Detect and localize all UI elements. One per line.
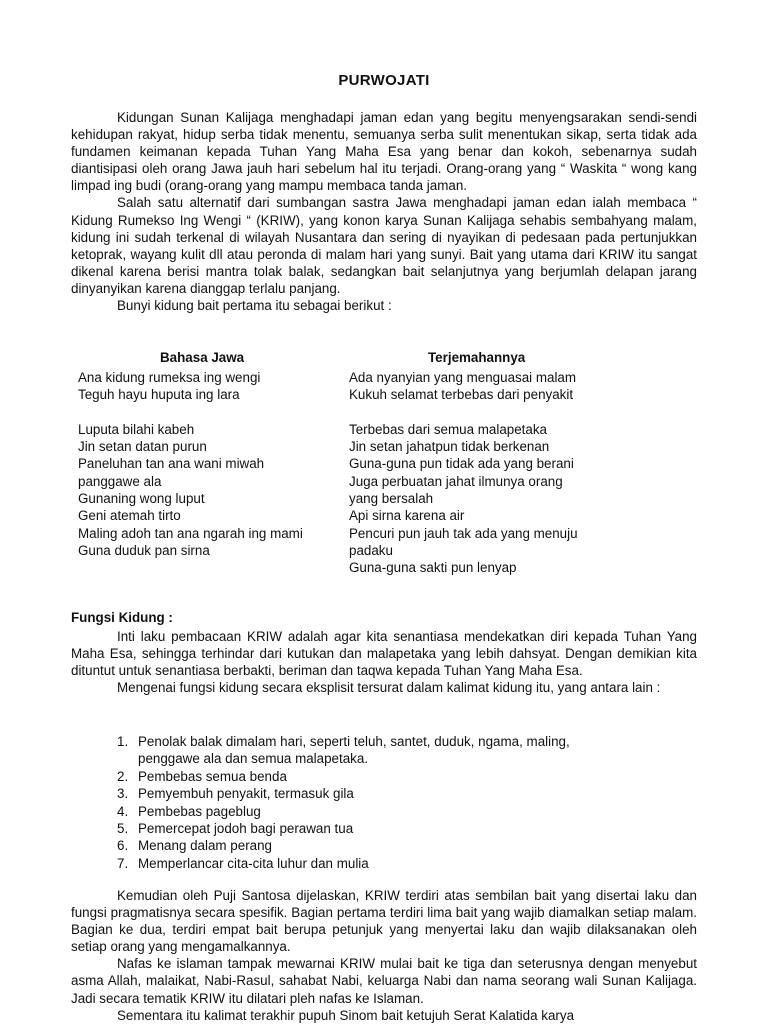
fungsi-list-item: [71, 750, 697, 767]
fungsi-list-text: Memperlancar cita-cita luhur dan mulia: [138, 855, 369, 871]
javanese-line: Guna duduk pan sirna: [78, 542, 210, 558]
closing-paragraph-1: Kemudian oleh Puji Santosa dijelaskan, KRIW terdiri atas sembilan bait yang disertai laku dan fungsi pragmatisnya secara spesifik. Bagian pertama terdiri lima bait yang wajib diamalkan setiap malam. Bagian ke dua, terdiri empat bait berupa petunjuk yang menyertai laku dan wajib dilaksanakan oleh setiap orang yang mengamalkannya.: [71, 888, 697, 955]
fungsi-list-item: [71, 803, 697, 820]
verse-header-javanese: Bahasa Jawa: [160, 350, 245, 365]
fungsi-list-number: 4.: [117, 803, 129, 819]
fungsi-list-number: 5.: [117, 821, 129, 837]
fungsi-paragraph-1: Inti laku pembacaan KRIW adalah agar kita senantiasa mendekatkan diri kepada Tuhan Yang Maha Esa, sehingga terhindar dari kutukan dan malapetaka yang lebih dahsyat. Dengan demikian kita dituntut untuk senantiasa berbakti, beriman dan taqwa kepada Tuhan Yang Maha Esa.: [71, 629, 697, 679]
fungsi-paragraph-2: Mengenai fungsi kidung secara eksplisit tersurat dalam kalimat kidung itu, yang antara lain :: [117, 680, 661, 696]
fungsi-section: [71, 628, 697, 696]
javanese-line: Ana kidung rumeksa ing wengi: [78, 370, 261, 385]
fungsi-list-text: Pembebas semua benda: [138, 768, 287, 784]
fungsi-list-text: Penolak balak dimalam hari, seperti teluh, santet, duduk, ngama, maling,: [138, 734, 570, 749]
verse-translation-column: [349, 369, 578, 577]
fungsi-list-number: 3.: [117, 786, 129, 802]
javanese-line: Luputa bilahi kabeh: [78, 421, 195, 437]
intro-section: [71, 109, 697, 314]
javanese-blank-line: [78, 404, 303, 421]
javanese-line: Paneluhan tan ana wani miwah: [78, 456, 265, 472]
fungsi-list-item: [71, 785, 697, 802]
fungsi-list-text: Pembebas pageblug: [138, 803, 261, 819]
fungsi-list-number: 1.: [117, 734, 129, 749]
translation-line: Jin setan jahatpun tidak berkenan: [349, 439, 550, 455]
translation-line: Api sirna karena air: [349, 508, 465, 524]
document-title: PURWOJATI: [338, 72, 430, 89]
javanese-line: panggawe ala: [78, 473, 162, 489]
javanese-line: Jin setan datan purun: [78, 439, 207, 455]
closing-paragraph-2: Nafas ke islaman tampak mewarnai KRIW mulai bait ke tiga dan seterusnya dengan menyebut asma Allah, malaikat, Nabi-Rasul, sahabat Nabi, keluarga Nabi dan nama seorang wali Sunan Kalijaga. Jadi secara tematik KRIW itu dilatari pleh nafas ke Islaman.: [71, 956, 697, 1006]
translation-line: Terbebas dari semua malapetaka: [349, 421, 547, 437]
translation-line: Juga perbuatan jahat ilmunya orang: [349, 473, 563, 489]
fungsi-list-item: [71, 820, 697, 837]
fungsi-list-item: [71, 855, 697, 872]
fungsi-list-number: 6.: [117, 838, 129, 854]
intro-paragraph-3: Bunyi kidung bait pertama itu sebagai berikut :: [117, 298, 392, 314]
closing-paragraph-3: Sementara itu kalimat terakhir pupuh Sinom bait ketujuh Serat Kalatida karya: [117, 1007, 575, 1023]
fungsi-list-number: 7.: [117, 855, 129, 871]
intro-paragraph-1: Kidungan Sunan Kalijaga menghadapi jaman edan yang begitu menyengsarakan sendi-sendi kehidupan rakyat, hidup serba tidak menentu, semuanya serba sulit menentukan sikap, serta tidak ada fundamen keimanan kepada Tuhan Yang Maha Esa yang benar dan kokoh, sebenarnya sudah diantisipasi oleh orang Jawa jauh hari sebelum hal itu terjadi. Orang-orang yang “ Waskita “ wong kang limpad ing budi (orang-orang yang mampu membaca tanda jaman.: [71, 110, 697, 194]
verse-header-translation: Terjemahannya: [428, 350, 526, 365]
fungsi-list-number: 2.: [117, 768, 129, 784]
fungsi-list-item: [71, 733, 697, 750]
translation-line: Guna-guna sakti pun lenyap: [349, 560, 517, 576]
fungsi-list-text: Menang dalam perang: [138, 838, 272, 854]
translation-line: Guna-guna pun tidak ada yang berani: [349, 456, 574, 472]
intro-paragraph-2: Salah satu alternatif dari sumbangan sastra Jawa menghadapi jaman edan ialah membaca “ Kidung Rumekso Ing Wengi “ (KRIW), yang konon karya Sunan Kalijaga sehabis sembahyang malam, kidung ini sudah terkenal di wilayah Nusantara dan sering di nyayikan di pedesaan pada pertunjukkan ketoprak, wayang kulit dll atau peronda di malam hari yang sunyi. Bait yang utama dari KRIW itu sangat dikenal karena berisi mantra tolak balak, sedangkan bait selanjutnya yang berjumlah delapan jarang dinyanyikan karena dianggap terlalu panjang.: [71, 195, 697, 296]
fungsi-list-text: penggawe ala dan semua malapetaka.: [138, 751, 369, 767]
translation-line: Pencuri pun jauh tak ada yang menuju: [349, 525, 578, 541]
verse-javanese-column: [78, 369, 303, 559]
fungsi-list-text: Pemercepat jodoh bagi perawan tua: [138, 821, 354, 837]
translation-blank-line: [349, 404, 578, 421]
translation-line: padaku: [349, 542, 393, 558]
fungsi-heading: Fungsi Kidung :: [71, 610, 173, 625]
fungsi-list-item: [71, 768, 697, 785]
fungsi-list: [71, 733, 697, 872]
translation-line: yang bersalah: [349, 491, 434, 507]
javanese-line: Gunaning wong luput: [78, 491, 205, 507]
javanese-line: Maling adoh tan ana ngarah ing mami: [78, 525, 303, 541]
translation-line: Kukuh selamat terbebas dari penyakit: [349, 387, 574, 403]
javanese-line: Teguh hayu huputa ing lara: [78, 387, 240, 403]
closing-section: [71, 887, 697, 1024]
fungsi-list-text: Pemyembuh penyakit, termasuk gila: [138, 786, 354, 802]
fungsi-list-item: [71, 837, 697, 854]
javanese-line: Geni atemah tirto: [78, 508, 181, 524]
translation-line: Ada nyanyian yang menguasai malam: [349, 370, 577, 385]
